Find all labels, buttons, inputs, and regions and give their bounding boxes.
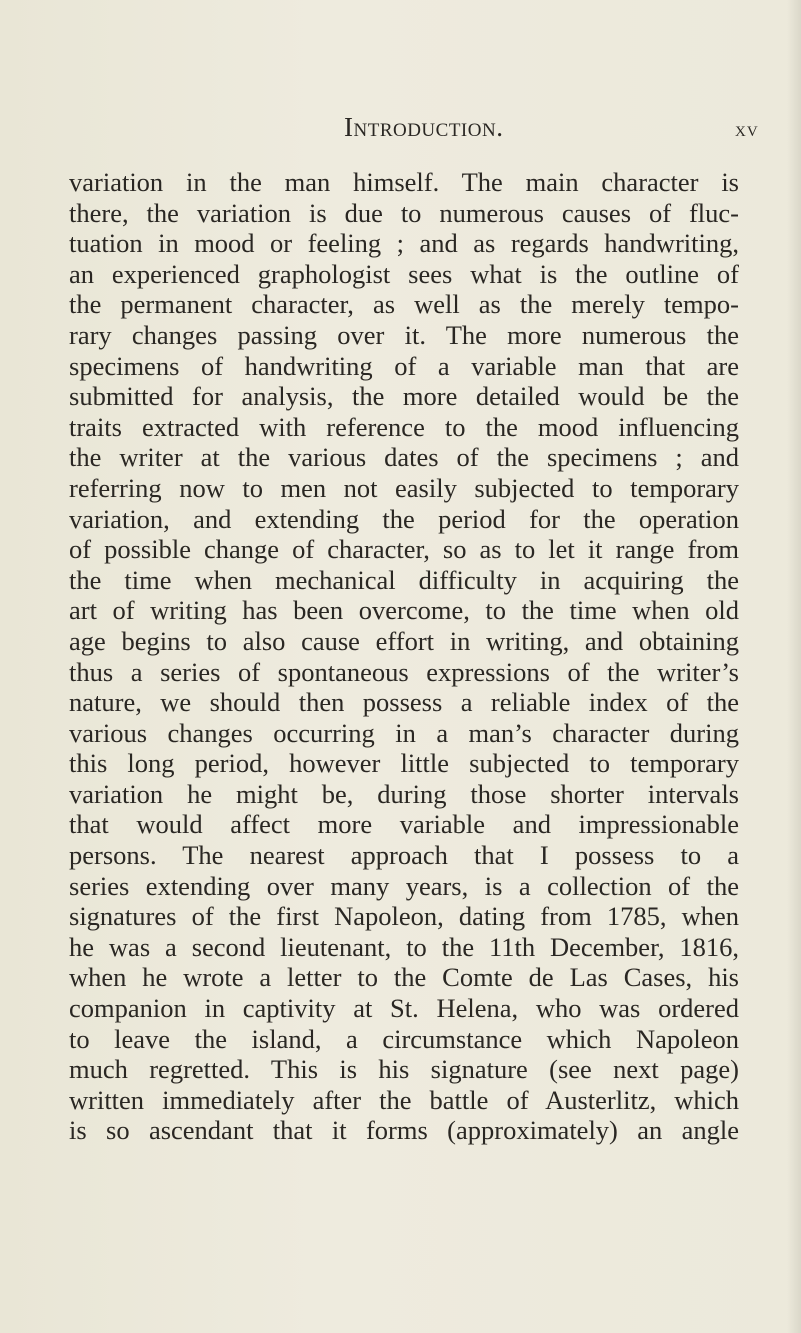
text-line: variation in the man himself. The main character is <box>69 167 739 197</box>
text-line: to leave the island, a circumstance which Napoleon <box>69 1023 739 1054</box>
text-line: much regretted. This is his signature (see next page) <box>69 1054 739 1085</box>
running-title: Introduction. <box>344 112 504 142</box>
page-edge-shadow <box>787 0 801 1333</box>
text-line: referring now to men not easily subjected to temporary <box>69 472 739 503</box>
text-line: this long period, however little subjected to temporary <box>69 748 739 779</box>
text-line: variation he might be, during those shorter intervals <box>69 778 739 809</box>
text-line: rary changes passing over it. The more numerous the <box>69 319 739 350</box>
text-line: art of writing has been overcome, to the time when old <box>69 595 739 626</box>
text-line: submitted for analysis, the more detailed would be the <box>69 381 739 412</box>
text-line: persons. The nearest approach that I possess to a <box>69 840 739 871</box>
text-line: the writer at the various dates of the specimens ; and <box>69 442 739 473</box>
text-line: age begins to also cause effort in writing, and obtaining <box>69 625 739 656</box>
text-line: that would affect more variable and impressionable <box>69 809 739 840</box>
body-text <box>69 167 739 1146</box>
text-line: variation, and extending the period for the operation <box>69 503 739 534</box>
text-line: the permanent character, as well as the merely tempo- <box>69 289 739 320</box>
text-line: companion in captivity at St. Helena, who was ordered <box>69 993 739 1024</box>
text-line: of possible change of character, so as to let it range from <box>69 534 739 565</box>
text-line: the time when mechanical difficulty in acquiring the <box>69 564 739 595</box>
text-line: he was a second lieutenant, to the 11th December, 1816, <box>69 931 739 962</box>
running-head <box>0 112 801 148</box>
text-line: specimens of handwriting of a variable man that are <box>69 350 739 381</box>
text-line: signatures of the first Napoleon, dating from 1785, when <box>69 901 739 932</box>
text-line: nature, we should then possess a reliable index of the <box>69 687 739 718</box>
text-line: an experienced graphologist sees what is the outline of <box>69 258 739 289</box>
text-line: written immediately after the battle of Austerlitz, which <box>69 1084 739 1115</box>
text-line: there, the variation is due to numerous causes of fluc- <box>69 197 739 228</box>
text-line: is so ascendant that it forms (approximately) an angle <box>69 1115 739 1146</box>
text-line: thus a series of spontaneous expressions of the writer’s <box>69 656 739 687</box>
text-line: series extending over many years, is a collection of the <box>69 870 739 901</box>
text-line: traits extracted with reference to the mood influencing <box>69 411 739 442</box>
text-line: tuation in mood or feeling ; and as regards handwriting, <box>69 228 739 259</box>
text-line: when he wrote a letter to the Comte de Las Cases, his <box>69 962 739 993</box>
text-line: various changes occurring in a man’s character during <box>69 717 739 748</box>
page-number: xv <box>735 117 759 141</box>
